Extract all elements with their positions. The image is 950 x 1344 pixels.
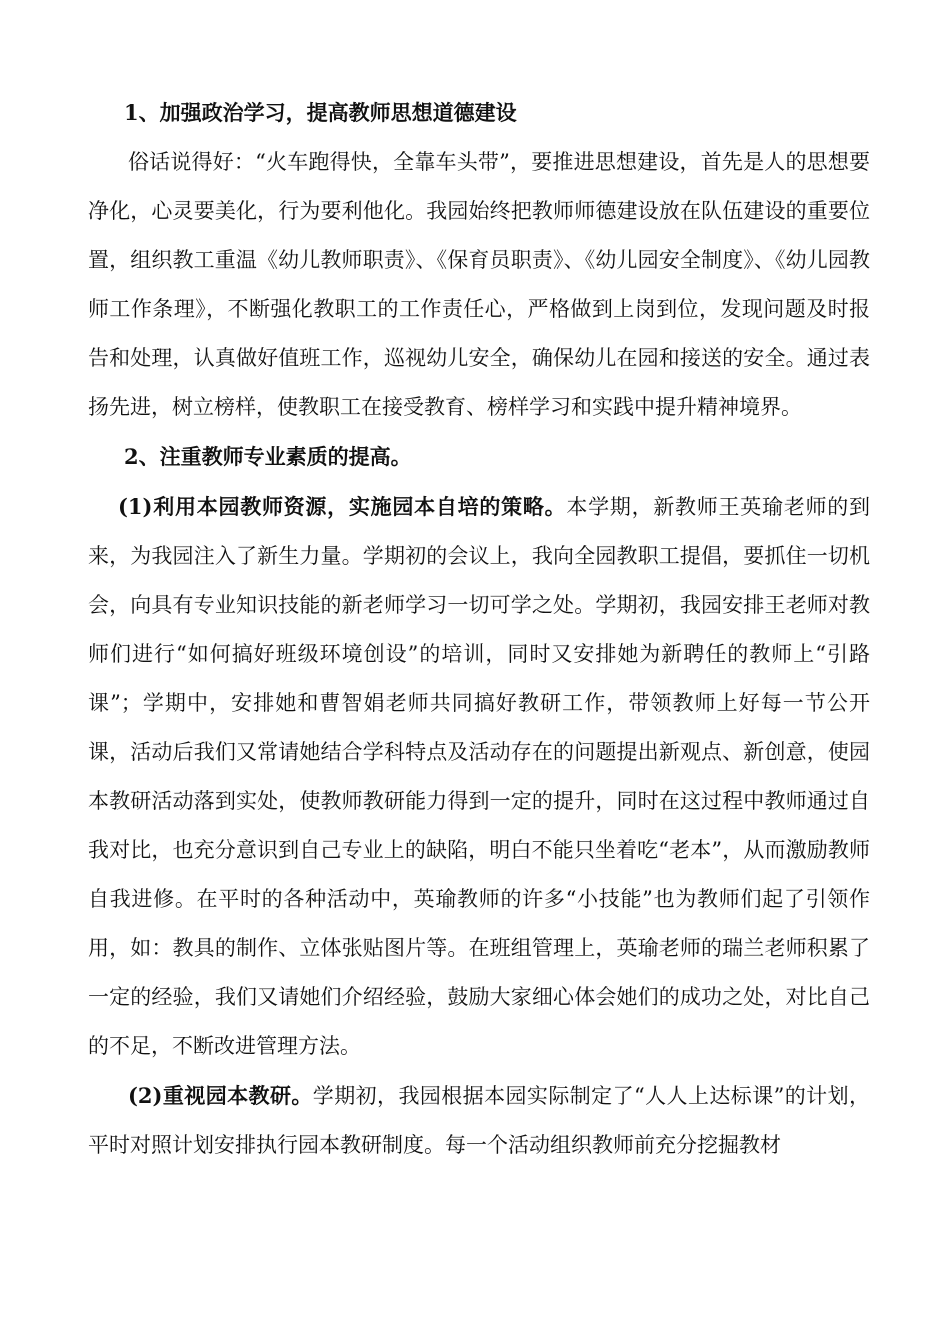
section-2-item-1-lead: (1)利用本园教师资源，实施园本自培的策略。 xyxy=(118,494,567,519)
section-1-heading: 1、加强政治学习，提高教师思想道德建设 xyxy=(124,100,517,125)
section-2-item-1-body: 本学期，新教师王英瑜老师的到来，为我园注入了新生力量。学期初的会议上，我向全园教职工提倡，要抓住一切机会，向具有专业知识技能的新老师学习一切可学之处。学期初，我园安排王老师对教师们进行“如何搞好班级环境创设”的培训，同时又安排她为新聘任的教师上“引路课”；学期中，安排她和曹智娟老师共同搞好教研工作，带领教师上好每一节公开课，活动后我们又常请她结合学科特点及活动存在的问题提出新观点、新创意，使园本教研活动落到实处，使教师教研能力得到一定的提升，同时在这过程中教师通过自我对比，也充分意识到自己专业上的缺陷，明白不能只坐着吃“老本”，从而激励教师自我进修。在平时的各种活动中，英瑜教师的许多“小技能”也为教师们起了引领作用，如：教具的制作、立体张贴图片等。在班组管理上，英瑜老师的瑞兰老师积累了一定的经验，我们又请她们介绍经验，鼓励大家细心体会她们的成功之处，对比自己的不足，不断改进管理方法。 xyxy=(88,495,871,1058)
section-2-item-2-body: 学期初，我园根据本园实际制定了“人人上达标课”的计划，平时对照计划安排执行园本教研制度。每一个活动组织教师前充分挖掘教材 xyxy=(88,1084,870,1157)
section-1-paragraph: 俗话说得好：“火车跑得快，全靠车头带”，要推进思想建设，首先是人的思想要净化，心灵要美化，行为要利他化。我园始终把教师师德建设放在队伍建设的重要位置，组织教工重温《幼儿教师职责》、《保育员职责》、《幼儿园安全制度》、《幼儿园教师工作条理》，不断强化教职工的工作责任心，严格做到上岗到位，发现问题及时报告和处理，认真做好值班工作，巡视幼儿安全，确保幼儿在园和接送的安全。通过表扬先进，树立榜样，使教职工在接受教育、榜样学习和实践中提升精神境界。 xyxy=(88,150,870,419)
section-2-item-2-lead: (2)重视园本教研。 xyxy=(128,1083,313,1108)
document-body xyxy=(88,88,870,1170)
section-2-item-1 xyxy=(88,482,870,1071)
section-2-heading: 2、注重教师专业素质的提高。 xyxy=(124,444,412,469)
section-2-item-2 xyxy=(88,1071,870,1170)
